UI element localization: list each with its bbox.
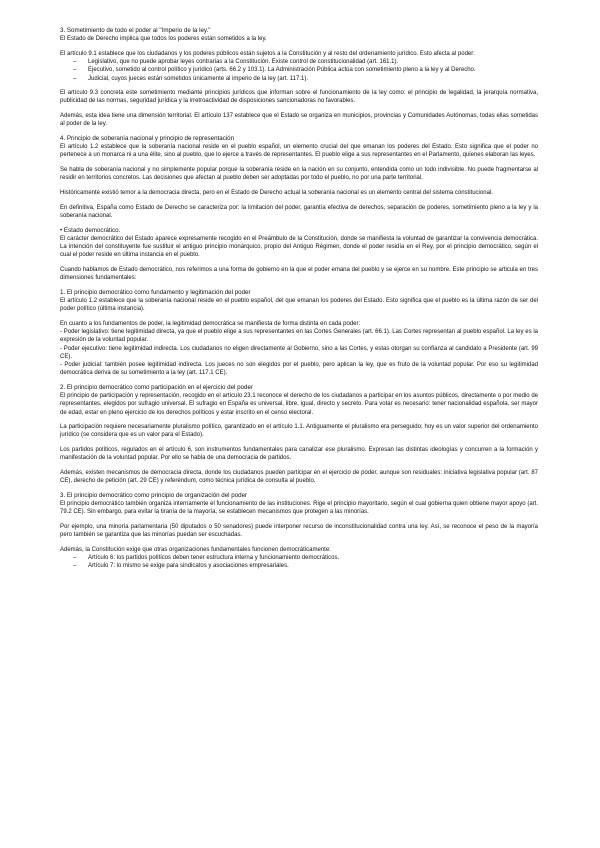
dimension-3-paragraph-3: Además, la Constitución exige que otras organizaciones fundamentales funcionen democráticamente: (60, 546, 331, 553)
executive-legitimacy: - Poder ejecutivo: tiene legitimidad indirecta. Los ciudadanos no eligen directamente al Gobierno, sino a las Cortes, y estas otorgan su confianza al candidato a Presidente (art. 99 CE). (60, 345, 538, 360)
section-3-heading: 3. Sometimiento de todo el poder al "Imperio de la ley." (60, 27, 211, 34)
section-4-paragraph-2: Se habla de soberanía nacional y no simplemente popular porque la soberanía reside en la nación en su conjunto, entendida como un todo indivisible. No puede fragmentarse al residir en territorios concretos. Las decisiones que afectan al pueblo deben ser adoptadas por todo el pueblo, no por una parte territorial. (60, 167, 538, 182)
dimension-2-heading: 2. El principio democrático como participación en el ejercicio del poder (60, 383, 253, 391)
dimension-3-paragraph-1: El principio democrático también organiza internamente el funcionamiento de las instituciones. Rige el principio mayoritario, según el cual gobierna quien obtiene mayor apoyo (art. 79.2 CE). Sin embargo, para evitar la tiranía de la mayoría, se establecen mecanismos que protegen a las minorías. (60, 501, 538, 516)
democratic-paragraph-2: Cuando hablamos de Estado democrático, nos referimos a una forma de gobierno en la que el poder emana del pueblo y se ejerce en su nombre. Este principio se articula en tres dimensiones fundamentales: (60, 266, 538, 282)
dimension-1-paragraph-1: El artículo 1.2 establece que la soberanía nacional reside en el pueblo español, del que emanan los poderes del Estado. Esto significa que el pueblo es la última razón de ser del poder político (última instancia). (60, 298, 538, 313)
dimension-3-paragraph-2: Por ejemplo, una minoría parlamentaria (50 diputados o 50 senadores) puede interponer recurso de inconstitucionalidad contra una ley. Así, se reconoce el peso de la mayoría pero también se garantiza que las minorías puedan ser escuchadas. (60, 524, 538, 539)
section-4-heading: 4. Principio de soberanía nacional y principio de representación (60, 135, 235, 143)
power-judicial: – Judicial, cuyos jueces están sometidos únicamente al imperio de la ley (art. 117.1). (60, 75, 538, 83)
article-6-item: – Artículo 6: los partidos políticos deben tener estructura interna y funcionamiento democráticos. (60, 554, 538, 562)
section-4-paragraph-4: En definitiva, España como Estado de Derecho se caracteriza por: la limitación del poder, garantía efectiva de derechos, separación de poderes, sometimiento pleno a la ley y la soberanía nacional. (60, 204, 538, 219)
dimension-2-paragraph-3: Los partidos políticos, regulados en el artículo 6, son instrumentos fundamentales para canalizar ese pluralismo. Expresan las distintas ideologías y concurren a la formación y manifestación de la voluntad popular. Por ello se habla de una democracia de partidos. (60, 447, 538, 462)
democratic-paragraph-1: El carácter democrático del Estado aparece expresamente recogido en el Preámbulo de la Constitución, donde se manifiesta la voluntad de garantizar la convivencia democrática. La intención del constituyente fue sustituir el antiguo principio monárquico, propio del Antiguo Régimen, donde el poder residía en el Rey, por el principio democrático, según el cual el poder reside en última instancia en el pueblo. (60, 235, 538, 259)
dimension-3-heading: 3. El principio democrático como principio de organización del poder (60, 491, 248, 499)
powers-legitimacy-intro: En cuanto a los fundamentos de poder, la legitimidad democrática se manifiesta de forma distinta en cada poder: (60, 320, 361, 327)
article-7-item: – Artículo 7: lo mismo se exige para sindicatos y asociaciones empresariales. (60, 562, 538, 570)
legislative-legitimacy: - Poder legislativo: tiene legitimidad directa, ya que el pueblo elige a sus representantes en las Cortes Generales (art. 66.1). Las Cortes representan al pueblo español. La ley es la expresión de la voluntad popular. (60, 329, 538, 344)
dimension-2-paragraph-1: El principio de participación y representación, recogido en el artículo 23.1 reconoce el derecho de los ciudadanos a participar en los asuntos públicos, directamente o por medio de representantes, elegidos por sufragio universal. El sufragio en España es universal, libre, igual, directo y secreto. Para votar es necesario: tener nacionalidad española, ser mayor de edad, estar en pleno ejercicio de los derechos políticos y estar inscrito en el censo electoral. (60, 393, 538, 416)
section-3-intro: El Estado de Derecho implica que todos los poderes están sometidos a la ley. (60, 36, 267, 43)
power-legislative: – Legislativo, que no puede aprobar leyes contrarias a la Constitución. Existe control de constitucionalidad (art. 161.1). (60, 58, 538, 66)
judicial-legitimacy: - Poder judicial: también posee legitimidad indirecta. Los jueces no son elegidos por el pueblo, pero aplican la ley, que es fruto de la voluntad popular. Por eso su legitimidad democrática deriva de su sometimiento a la ley (art. 117.1 CE). (60, 362, 538, 377)
article-9-1-paragraph: El artículo 9.1 establece que los ciudadanos y los poderes públicos están sujetos a la Constitución y al resto del ordenamiento jurídico. Esto afecta al poder: (60, 50, 475, 57)
territorial-paragraph: Además, esta idea tiene una dimensión territorial. El artículo 137 establece que el Estado se organiza en municipios, provincias y Comunidades Autónomas, todas ellas sometidas al poder de la ley. (60, 113, 538, 128)
section-4-paragraph-1: El artículo 1.2 establece que la soberanía nacional reside en el pueblo español, un elemento crucial del que emanan los poderes del Estado. Esto significa que el poder no pertenece a un monarca ni a una élite, sino al pueblo, que lo ejerce a través de representantes. El pueblo elige a sus representantes en el Parlamento, quienes elaboran las leyes. (60, 144, 538, 159)
dimension-1-heading: 1. El principio democrático como fundamento y legitimación del poder (60, 288, 251, 296)
power-executive: – Ejecutivo, sometido al control político y jurídico (arts. 66.2 y 103.1). La Administración Pública actúa con sometimiento pleno a la ley y al Derecho. (60, 66, 538, 74)
powers-list (60, 58, 538, 83)
organizations-list (60, 554, 538, 570)
democratic-state-heading: • Estado democrático. (60, 227, 538, 235)
article-9-3-paragraph: El artículo 9.3 concreta este sometimiento mediante principios jurídicos que informan sobre el funcionamiento de la ley como: el principio de legalidad, la jerarquía normativa, publicidad de las normas, seguridad jurídica y la irretroactividad de disposiciones sancionadoras no favorables. (60, 90, 538, 105)
section-4-paragraph-3: Históricamente existió temor a la democracia directa, pero en el Estado de Derecho actual la soberanía nacional es un elemento central del sistema constitucional. (60, 190, 493, 197)
dimension-2-paragraph-4: Además, existen mecanismos de democracia directa, donde los ciudadanos pueden participar en el ejercicio de poder, aunque son residuales: iniciativa legislativa popular (art. 87 CE), derecho de petición (art. 29 CE) y referéndum, como técnica jurídica de consulta al pueblo. (60, 470, 538, 485)
dimension-2-paragraph-2: La participación requiere necesariamente pluralismo político, garantizado en el artículo 1.1. Antiguamente el pluralismo era perseguido; hoy es un valor superior del ordenamiento jurídico (se considera que es un valor para el Estado). (60, 424, 538, 439)
